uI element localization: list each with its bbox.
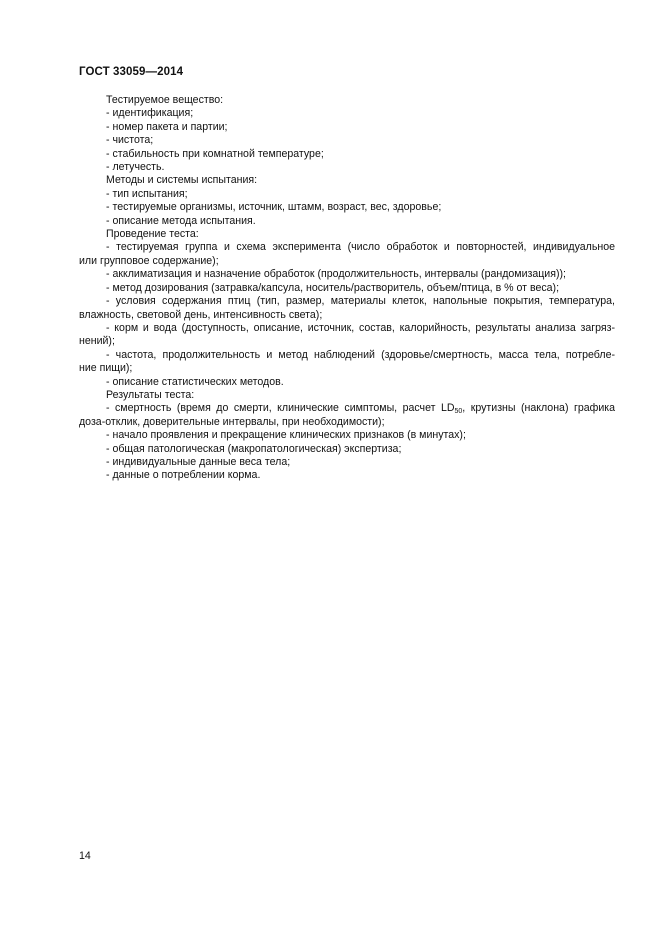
list-item <box>79 376 615 389</box>
list-item-text: - смертность (время до смерти, клинические симптомы, расчет LD <box>106 402 455 415</box>
paragraph-text: Результаты теста: <box>106 388 195 401</box>
list-item-text: - идентификация; <box>106 107 194 120</box>
paragraph <box>79 389 615 402</box>
paragraph-text: Проведение теста: <box>106 228 199 241</box>
list-item-text: - стабильность при комнатной температуре; <box>106 147 324 160</box>
list-item-line: ние пищи); <box>79 362 133 375</box>
list-item-line: доза-отклик, доверительные интервалы, при необходимости); <box>79 415 385 428</box>
document-header: ГОСТ 33059—2014 <box>79 66 184 78</box>
list-item <box>79 469 615 482</box>
list-item-text: - описание статистических методов. <box>106 375 284 388</box>
list-item <box>79 188 615 201</box>
list-item-text: - тестируемые организмы, источник, штамм, возраст, вес, здоровье; <box>106 201 442 214</box>
list-item-text: - номер пакета и партии; <box>106 120 228 133</box>
list-item-line: - условия содержания птиц (тип, размер, материалы клеток, напольные покрытия, температура, <box>106 295 615 308</box>
list-item <box>79 282 615 295</box>
list-item <box>79 295 615 322</box>
list-item-line: - тестируемая группа и схема эксперимента (число обработок и повторностей, индивидуальное <box>106 241 615 254</box>
list-item-text: - чистота; <box>106 134 154 147</box>
list-item-line: или групповое содержание); <box>79 254 219 267</box>
list-item-text: - общая патологическая (макропатологическая) экспертиза; <box>106 442 402 455</box>
page-number: 14 <box>79 850 91 862</box>
list-item-text: - метод дозирования (затравка/капсула, носитель/растворитель, объем/птица, в % от веса); <box>106 281 560 294</box>
list-item-text: , крутизны (наклона) графика <box>462 402 615 415</box>
list-item-text: - данные о потреблении корма. <box>106 469 261 482</box>
list-item-line: нений); <box>79 335 115 348</box>
paragraph-text: Методы и системы испытания: <box>106 174 258 187</box>
list-item-text: - начало проявления и прекращение клинических признаков (в минутах); <box>106 429 466 442</box>
list-item-line: - корм и вода (доступность, описание, источник, состав, калорийность, результаты анализа загряз- <box>106 321 615 334</box>
list-item <box>79 456 615 469</box>
list-item <box>79 215 615 228</box>
list-item <box>79 148 615 161</box>
list-item <box>79 241 615 268</box>
list-item <box>79 161 615 174</box>
list-item-text: - индивидуальные данные веса тела; <box>106 455 291 468</box>
subscript-text: 50 <box>454 408 463 416</box>
paragraph-text: Тестируемое вещество: <box>106 94 224 106</box>
paragraph <box>79 228 615 241</box>
list-item-text: - тип испытания; <box>106 187 188 200</box>
list-item-text: - описание метода испытания. <box>106 214 256 227</box>
list-item <box>79 322 615 349</box>
list-item <box>79 402 615 429</box>
list-item <box>79 429 615 442</box>
list-item-line: - частота, продолжительность и метод наблюдений (здоровье/смертность, масса тела, потребле- <box>106 348 615 361</box>
list-item-text: - летучесть. <box>106 161 165 174</box>
list-item-text: - акклиматизация и назначение обработок (продолжительность, интервалы (рандомизация)); <box>106 268 566 281</box>
list-item <box>79 268 615 281</box>
list-item <box>79 134 615 147</box>
paragraph <box>79 174 615 187</box>
list-item-line <box>106 402 615 415</box>
list-item <box>79 349 615 376</box>
list-item <box>79 121 615 134</box>
list-item <box>79 201 615 214</box>
list-item <box>79 107 615 120</box>
paragraph <box>79 94 615 107</box>
list-item <box>79 443 615 456</box>
document-body <box>79 94 615 483</box>
list-item-line: влажность, световой день, интенсивность света); <box>79 308 323 321</box>
